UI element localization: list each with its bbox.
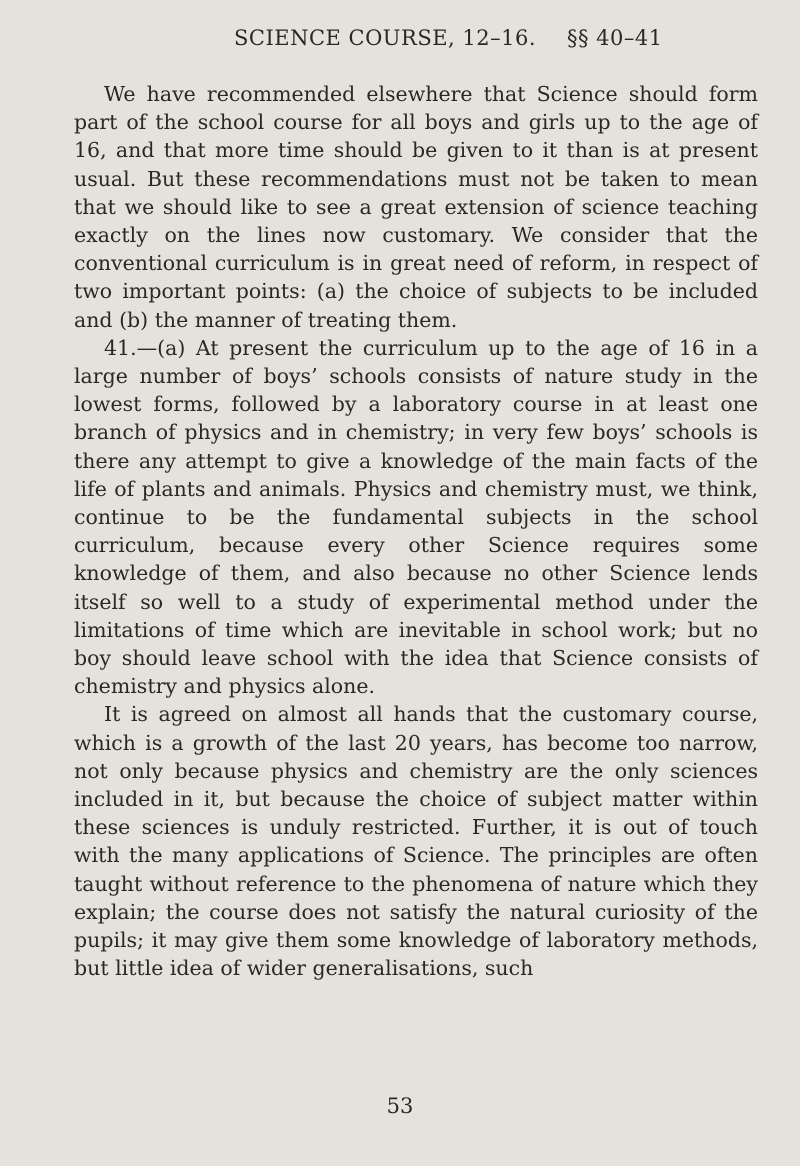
running-head-title: SCIENCE COURSE, 12–16. <box>234 26 537 50</box>
running-head-sections: §§ 40–41 <box>567 26 663 50</box>
body-text <box>74 80 758 983</box>
running-head <box>74 18 758 58</box>
paragraph-section-41: 41.—(a) At present the curriculum up to the age of 16 in a large number of boys’ schools consists of nature study in the lowest forms, followed by a laboratory course in at least one branch of physics and in chemistry; in very few boys’ schools is there any attempt to give a knowledge of the main facts of the life of plants and animals. Physics and chemistry must, we think, continue to be the fundamental subjects in the school curriculum, because every other Science requires some knowledge of them, and also because no other Science lends itself so well to a study of experimental method under the limitations of time which are inevitable in school work; but no boy should leave school with the idea that Science consists of chemistry and physics alone. <box>74 335 758 699</box>
paragraph-recommendations: We have recommended elsewhere that Science should form part of the school course for all boys and girls up to the age of 16, and that more time should be given to it than is at present usual. But these recommendations must not be taken to mean that we should like to see a great extension of science teaching exactly on the lines now customary. We consider that the conventional curriculum is in great need of reform, in respect of two important points: (a) the choice of subjects to be included and (b) the manner of treating them. <box>74 82 758 332</box>
paragraph-customary-course: It is agreed on almost all hands that the customary course, which is a growth of the last 20 years, has become too narrow, not only because physics and chemistry are the only sciences included in it, but because the choice of subject matter within these sciences is unduly restricted. Further, it is out of touch with the many applications of Science. The principles are often taught without reference to the phenomena of nature which they explain; the course does not satisfy the natural curiosity of the pupils; it may give them some knowledge of laboratory methods, but little idea of wider generalisations, such <box>74 702 758 981</box>
page-number: 53 <box>386 1094 414 1118</box>
